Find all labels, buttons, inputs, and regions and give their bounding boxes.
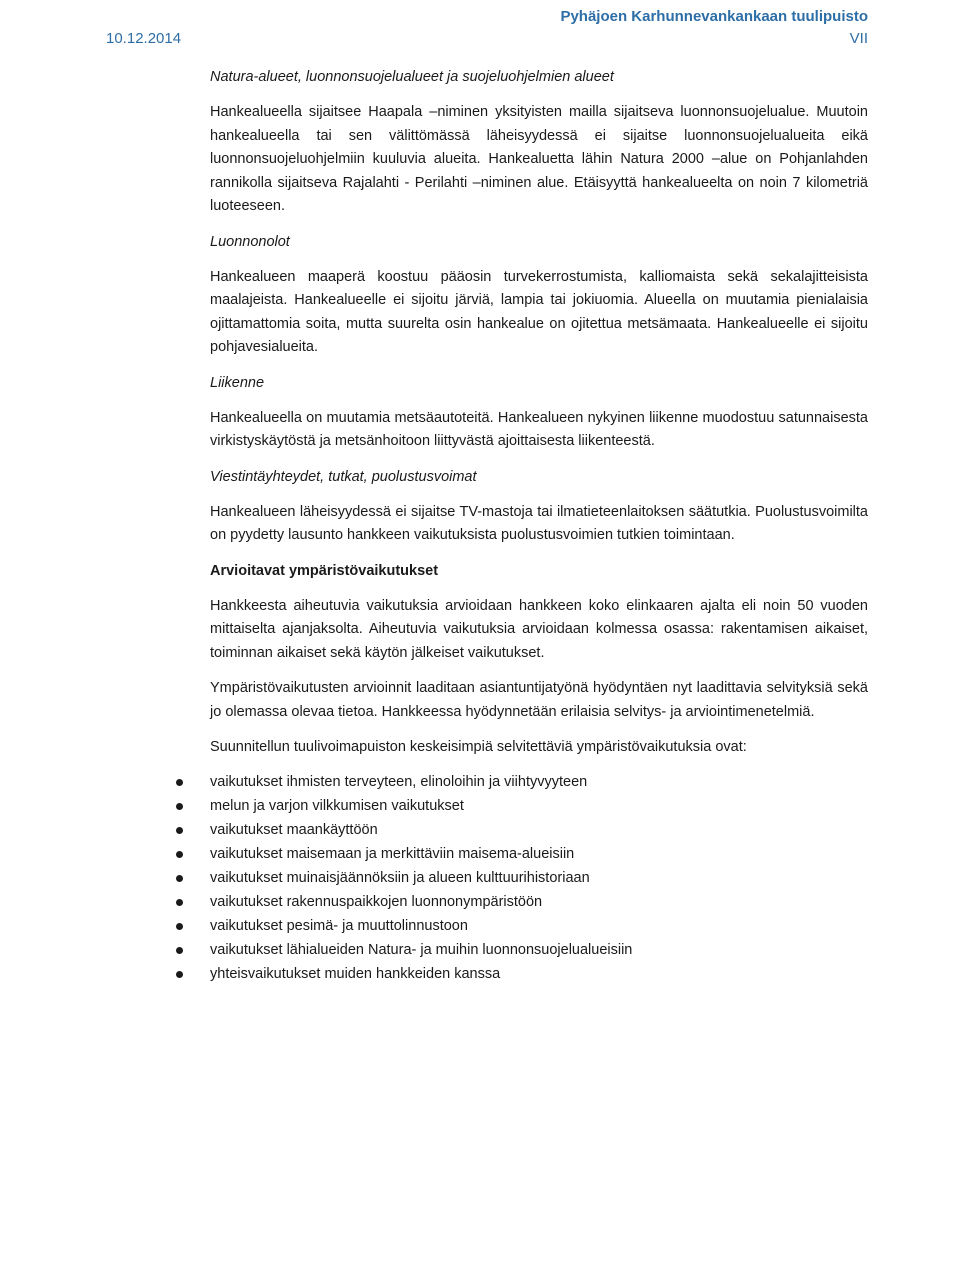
bullet-icon (176, 971, 183, 978)
arvioitavat-paragraph-2: Ympäristövaikutusten arvioinnit laaditaan asiantuntijatyönä hyödyntäen nyt laadittavia selvityksiä sekä jo olemassa olevaa tietoa. Hankkeessa hyödynnetään erilaisia selvitys- ja arviointimenetelmiä. (210, 680, 868, 720)
viestinta-paragraph: Hankealueen läheisyydessä ei sijaitse TV-mastoja tai ilmatieteenlaitoksen säätutkia. Puolustusvoimilta on pyydetty lausunto hankkeen vaikutuksista puolustusvoimien tutkien toimintaan. (210, 503, 868, 543)
header-date: 10.12.2014 (106, 30, 182, 47)
list-item: yhteisvaikutukset muiden hankkeiden kanssa (210, 962, 868, 986)
list-item: vaikutukset muinaisjäännöksiin ja alueen kulttuurihistoriaan (210, 866, 868, 890)
bullet-icon (176, 803, 183, 810)
document-body (210, 66, 868, 986)
viestinta-heading: Viestintäyhteydet, tutkat, puolustusvoimat (210, 468, 477, 485)
list-item: vaikutukset pesimä- ja muuttolinnustoon (210, 914, 868, 938)
bullet-icon (176, 947, 183, 954)
natura-heading: Natura-alueet, luonnonsuojelualueet ja suojeluohjelmien alueet (210, 69, 614, 85)
luonnonolot-heading: Luonnonolot (210, 233, 290, 250)
list-item: vaikutukset lähialueiden Natura- ja muihin luonnonsuojelualueisiin (210, 938, 868, 962)
natura-paragraph: Hankealueella sijaitsee Haapala –niminen yksityisten mailla sijaitseva luonnonsuojelualue. Muutoin hankealueella tai sen välittömässä läheisyydessä ei sijaitse luonnonsuojelualueita eikä luonnonsuojeluohjelmiin kuuluvia alueita. Hankealuetta lähin Natura 2000 –alue on Pohjanlahden rannikolla sijaitseva Rajalahti - Perilahti –niminen alue. Etäisyyttä hankealueelta on noin 7 kilometriä luoteeseen. (210, 104, 868, 214)
list-item: vaikutukset maankäyttöön (210, 818, 868, 842)
list-item: vaikutukset ihmisten terveyteen, elinoloihin ja viihtyvyyteen (210, 770, 868, 794)
header-title: Pyhäjoen Karhunnevankankaan tuulipuisto (560, 8, 868, 25)
luonnonolot-paragraph: Hankealueen maaperä koostuu pääosin turvekerrostumista, kalliomaista sekä sekalajitteisista maalajeista. Hankealueelle ei sijoitu järviä, lampia tai jokiuomia. Alueella on muutamia pienialaisia ojittamattomia soita, mutta suurelta osin hankealue on ojitettua metsämaata. Hankealueelle ei sijoitu pohjavesialueita. (210, 268, 868, 355)
bullet-icon (176, 875, 183, 882)
liikenne-heading: Liikenne (210, 374, 265, 391)
header-page-number: VII (849, 30, 868, 47)
list-item: vaikutukset rakennuspaikkojen luonnonympäristöön (210, 890, 868, 914)
arvioitavat-paragraph-1: Hankkeesta aiheutuvia vaikutuksia arvioidaan hankkeen koko elinkaaren ajalta eli noin 50 vuoden mittaiselta ajanjaksolta. Aiheutuvia vaikutuksia arvioidaan kolmessa osassa: rakentamisen aikaiset, toiminnan aikaiset sekä käytön jälkeiset vaikutukset. (210, 597, 868, 661)
bullet-icon (176, 923, 183, 930)
arvioitavat-heading: Arvioitavat ympäristövaikutukset (210, 562, 439, 579)
bullet-icon (176, 851, 183, 858)
list-item: vaikutukset maisemaan ja merkittäviin maisema-alueisiin (210, 842, 868, 866)
bullet-icon (176, 779, 183, 786)
arvioitavat-paragraph-3: Suunnitellun tuulivoimapuiston keskeisimpiä selvitettäviä ympäristövaikutuksia ovat: (210, 739, 747, 755)
bullet-icon (176, 899, 183, 906)
list-item: melun ja varjon vilkkumisen vaikutukset (210, 794, 868, 818)
impact-list (210, 770, 868, 986)
liikenne-paragraph: Hankealueella on muutamia metsäautoteitä. Hankealueen nykyinen liikenne muodostuu satunnaisesta virkistyskäytöstä ja metsänhoitoon liittyvästä ajoittaisesta liikenteestä. (210, 409, 868, 449)
bullet-icon (176, 827, 183, 834)
